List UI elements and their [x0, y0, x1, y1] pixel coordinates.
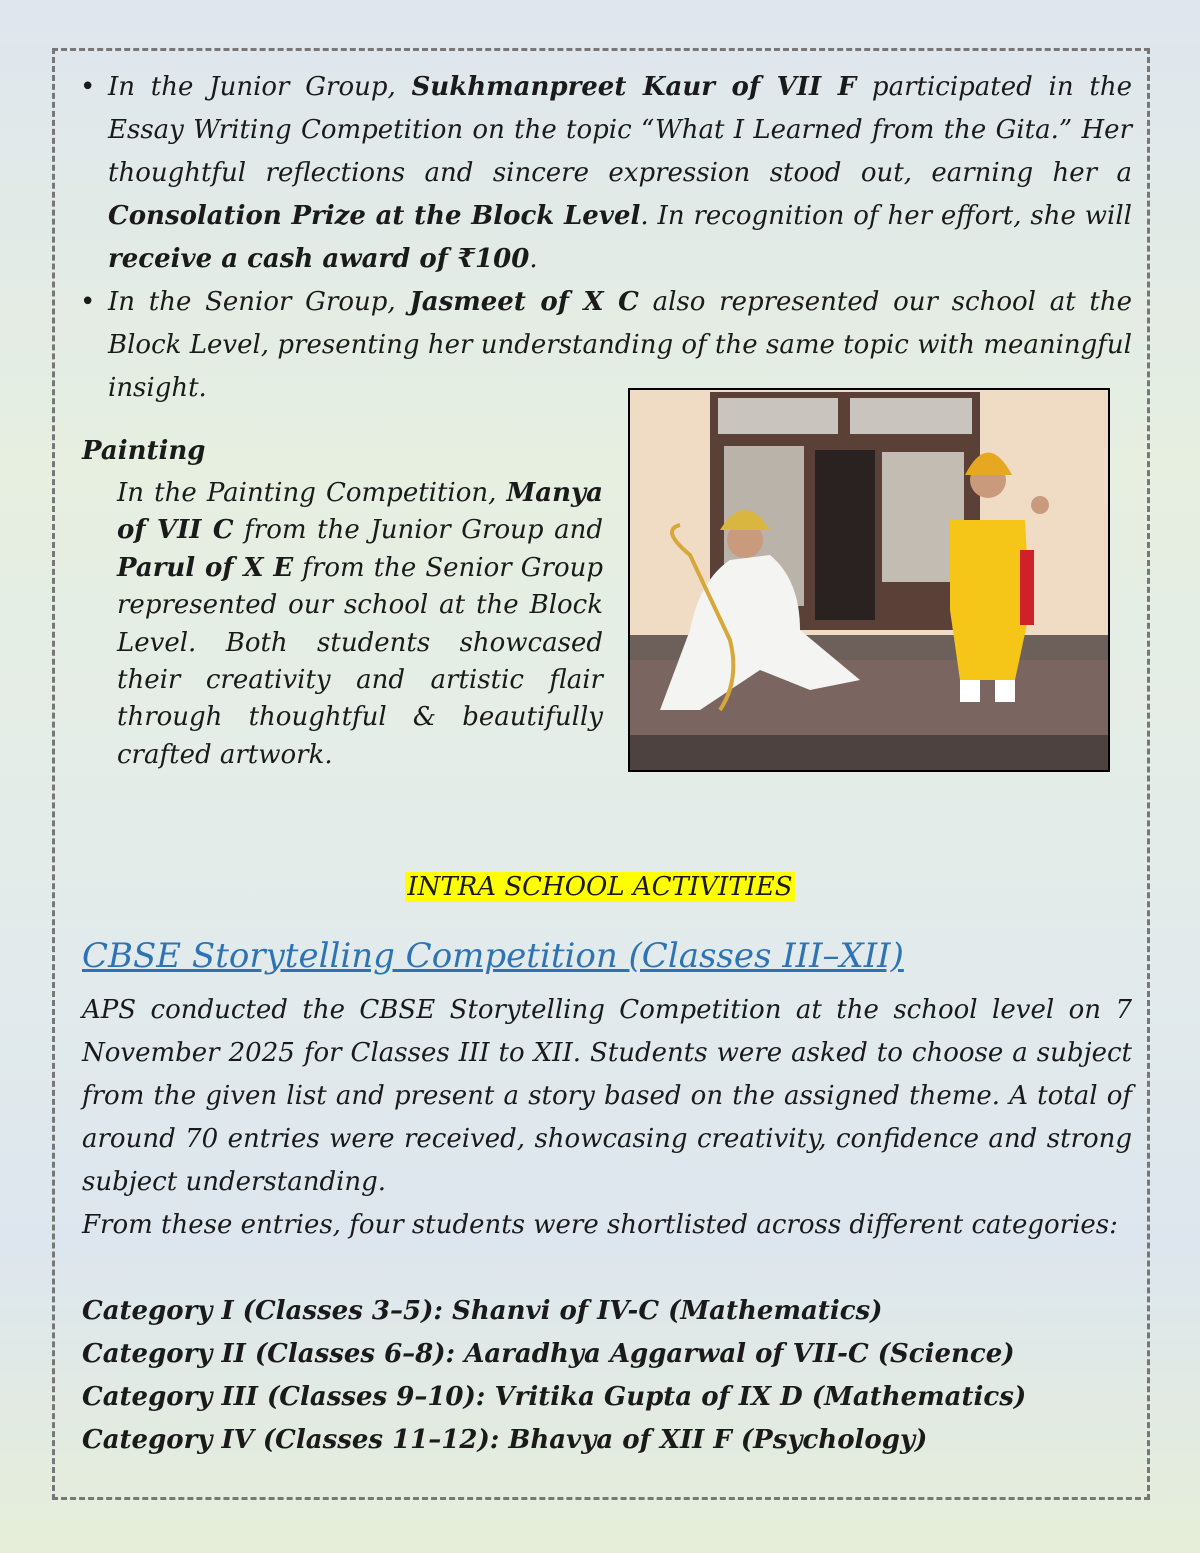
- text-run: .: [529, 244, 538, 274]
- bold-text: Jasmeet of X C: [409, 287, 639, 317]
- cbse-body: [82, 989, 1132, 1247]
- section-banner: [0, 872, 1200, 902]
- category-item: Category III (Classes 9–10): Vritika Gupta of IX D (Mathematics): [82, 1382, 1027, 1412]
- cbse-storytelling-heading: CBSE Storytelling Competition (Classes III–XII): [82, 936, 904, 976]
- paragraph: APS conducted the CBSE Storytelling Competition at the school level on 7 November 2025 for Classes III to XII. Students were asked to choose a subject from the given list and present a story based on the assigned theme. A total of around 70 entries were received, showcasing creativity, confidence and strong subject understanding.: [82, 995, 1132, 1197]
- text-run: In the Junior Group,: [108, 72, 412, 102]
- text-run: from the Junior Group and: [233, 515, 603, 546]
- paragraph: From these entries, four students were shortlisted across different categories:: [82, 1210, 1118, 1240]
- category-item: Category II (Classes 6–8): Aaradhya Aggarwal of VII-C (Science): [82, 1339, 1015, 1369]
- text-run: In the Painting Competition,: [117, 478, 507, 508]
- text-run: from the Senior Group represented our school at the Block Level. Both students showcased their creativity and artistic flair through thoughtful & beautifully crafted artwork.: [117, 552, 603, 770]
- text-run: . In recognition of her effort, she will: [640, 201, 1132, 231]
- bold-text: receive a cash award of ₹100: [108, 244, 530, 274]
- bold-text: Parul of X E: [117, 552, 294, 583]
- text-run: In the Senior Group,: [108, 287, 410, 317]
- bold-text: Consolation Prize at the Block Level: [108, 201, 641, 231]
- list-item: [80, 66, 1132, 281]
- painting-paragraph: [117, 475, 603, 774]
- intra-school-heading: INTRA SCHOOL ACTIVITIES: [407, 872, 793, 902]
- bold-text: Manya of VII C: [117, 478, 603, 546]
- event-photo: [620, 380, 1118, 780]
- bold-text: Sukhmanpreet Kaur of VII F: [411, 72, 857, 102]
- achievement-list: [80, 66, 1132, 410]
- text-run: also represented our school at the Block Level, presenting her understanding of the same topic with meaningful insight.: [108, 287, 1132, 403]
- category-item: Category I (Classes 3–5): Shanvi of IV-C (Mathematics): [82, 1296, 883, 1326]
- category-list: [82, 1290, 1132, 1462]
- text-run: participated in the Essay Writing Competition on the topic “What I Learned from the Gita.” Her thoughtful reflections and sincere expression stood out, earning her a: [108, 72, 1132, 188]
- section-heading-painting: Painting: [82, 436, 206, 466]
- category-item: Category IV (Classes 11–12): Bhavya of XII F (Psychology): [82, 1425, 928, 1455]
